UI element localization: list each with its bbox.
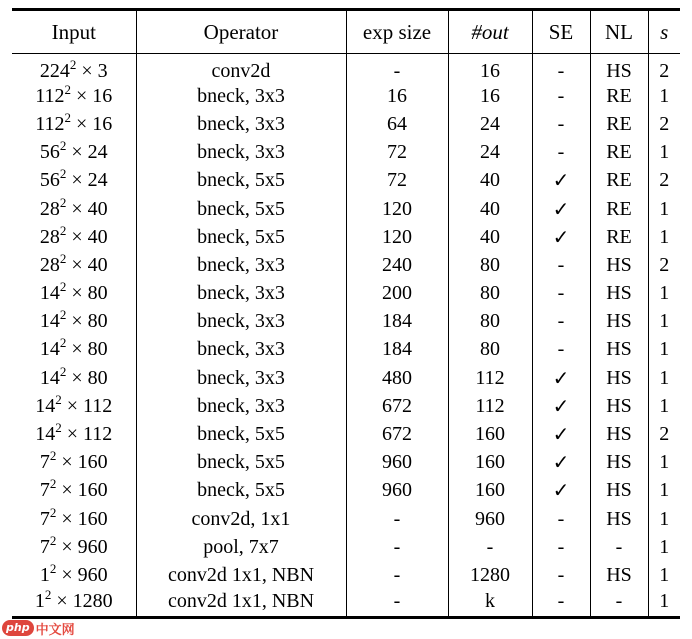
table-row [12,392,680,420]
input-base: 7 [39,507,50,530]
input-exponent: 2 [59,138,67,154]
cell-stride: 1 [648,448,680,476]
cell-se: - [532,138,590,166]
input-dims: × 16 [70,84,113,107]
input-base: 14 [39,310,60,333]
input-base: 112 [35,112,65,135]
cell-out: 112 [448,364,532,392]
cell-se: ✓ [532,476,590,504]
cell-exp-size: 184 [346,335,448,363]
input-exponent: 2 [59,250,67,266]
cell-exp-size: - [346,533,448,561]
table-row [12,589,680,617]
cell-operator: bneck, 5x5 [136,420,346,448]
input-base: 1 [39,563,50,586]
architecture-table [12,8,680,619]
input-base: 14 [39,282,60,305]
input-exponent: 2 [49,532,57,548]
cell-exp-size: 16 [346,82,448,110]
input-exponent: 2 [64,109,71,125]
cell-operator: bneck, 3x3 [136,251,346,279]
input-base: 7 [39,451,50,474]
header-nl: NL [590,10,648,54]
input-base: 28 [39,225,60,248]
cell-input [12,420,136,448]
input-base: 28 [39,197,60,220]
input-base: 14 [39,338,60,361]
input-dims: × 1280 [51,590,113,613]
input-exponent: 2 [55,420,62,436]
cell-nl: RE [590,194,648,222]
cell-exp-size: 184 [346,307,448,335]
cell-operator: conv2d [136,54,346,82]
table-row [12,307,680,335]
cell-operator: conv2d 1x1, NBN [136,561,346,589]
cell-out: 80 [448,251,532,279]
cell-operator: bneck, 5x5 [136,223,346,251]
cell-nl: RE [590,138,648,166]
cell-exp-size: 200 [346,279,448,307]
cell-out: 1280 [448,561,532,589]
cell-nl: HS [590,54,648,82]
cell-exp-size: 120 [346,223,448,251]
table-row [12,223,680,251]
cell-out: 160 [448,420,532,448]
cell-stride: 2 [648,166,680,194]
cell-se: ✓ [532,364,590,392]
cell-se: - [532,82,590,110]
input-exponent: 2 [49,448,57,464]
cell-out: 112 [448,392,532,420]
cell-out: 40 [448,194,532,222]
input-base: 14 [39,366,60,389]
cell-operator: bneck, 3x3 [136,392,346,420]
cell-stride: 1 [648,476,680,504]
input-exponent: 2 [64,81,71,97]
table-row [12,476,680,504]
cell-input [12,364,136,392]
cell-exp-size: 672 [346,420,448,448]
cell-stride: 2 [648,54,680,82]
cell-exp-size: 240 [346,251,448,279]
input-exponent: 2 [59,194,67,210]
cell-operator: bneck, 5x5 [136,448,346,476]
cell-operator: pool, 7x7 [136,533,346,561]
table-row [12,82,680,110]
input-dims: × 960 [56,563,108,586]
input-dims: × 40 [66,197,108,220]
cell-exp-size: 480 [346,364,448,392]
input-dims: × 80 [66,282,108,305]
cell-nl: RE [590,110,648,138]
cell-nl: HS [590,307,648,335]
cell-operator: bneck, 5x5 [136,194,346,222]
cell-out: 80 [448,335,532,363]
input-dims: × 160 [56,479,108,502]
input-base: 224 [39,59,70,82]
cell-operator: conv2d 1x1, NBN [136,589,346,617]
header-stride: s [648,10,680,54]
cell-nl: HS [590,505,648,533]
cell-exp-size: 72 [346,166,448,194]
cell-out: 960 [448,505,532,533]
cell-exp-size: 72 [346,138,448,166]
input-exponent: 2 [59,363,67,379]
cell-input [12,138,136,166]
cell-stride: 1 [648,223,680,251]
header-exp-size: exp size [346,10,448,54]
cell-exp-size: - [346,589,448,617]
input-dims: × 80 [66,366,108,389]
cell-nl: HS [590,448,648,476]
header-out: #out [448,10,532,54]
input-exponent: 2 [55,391,62,407]
input-exponent: 2 [59,307,67,323]
cell-se: - [532,307,590,335]
cell-operator: bneck, 3x3 [136,82,346,110]
input-exponent: 2 [59,279,67,295]
cell-se: ✓ [532,392,590,420]
cell-operator: bneck, 5x5 [136,476,346,504]
table-row [12,335,680,363]
cell-se: ✓ [532,420,590,448]
input-dims: × 112 [61,423,113,446]
input-exponent: 2 [59,222,67,238]
cell-nl: HS [590,476,648,504]
cell-input [12,166,136,194]
table-row [12,194,680,222]
cell-stride: 1 [648,138,680,166]
cell-out: 24 [448,110,532,138]
input-exponent: 2 [49,560,57,576]
cell-exp-size: 672 [346,392,448,420]
cell-se: - [532,279,590,307]
cell-nl: HS [590,561,648,589]
cell-input [12,307,136,335]
table-row [12,533,680,561]
cell-stride: 1 [648,194,680,222]
cell-nl: - [590,589,648,617]
cell-se: ✓ [532,448,590,476]
cell-input [12,279,136,307]
cell-exp-size: - [346,54,448,82]
input-base: 7 [39,535,50,558]
cell-input [12,392,136,420]
cell-stride: 1 [648,589,680,617]
cell-se: - [532,54,590,82]
input-base: 56 [39,141,60,164]
cell-se: - [532,335,590,363]
cell-stride: 1 [648,505,680,533]
table-row [12,138,680,166]
cell-exp-size: 64 [346,110,448,138]
cell-nl: RE [590,166,648,194]
cell-input [12,82,136,110]
cell-exp-size: - [346,561,448,589]
table-row [12,166,680,194]
site-watermark [2,618,75,638]
cell-out: 160 [448,448,532,476]
input-dims: × 24 [66,141,108,164]
input-exponent: 2 [69,56,77,72]
table-row [12,561,680,589]
input-base: 7 [39,479,50,502]
cell-se: ✓ [532,166,590,194]
input-dims: × 40 [66,253,108,276]
cell-out: 40 [448,223,532,251]
header-se: SE [532,10,590,54]
cell-input [12,448,136,476]
input-base: 56 [39,169,60,192]
cell-operator: bneck, 5x5 [136,166,346,194]
cell-stride: 1 [648,561,680,589]
cell-nl: HS [590,392,648,420]
cell-nl: HS [590,251,648,279]
input-exponent: 2 [49,476,57,492]
cell-operator: conv2d, 1x1 [136,505,346,533]
cell-operator: bneck, 3x3 [136,364,346,392]
input-exponent: 2 [44,587,52,603]
cell-input [12,54,136,82]
input-dims: × 160 [56,451,108,474]
cell-operator: bneck, 3x3 [136,110,346,138]
cell-stride: 1 [648,335,680,363]
cell-nl: - [590,533,648,561]
input-base: 14 [35,423,56,446]
cell-operator: bneck, 3x3 [136,335,346,363]
cell-out: - [448,533,532,561]
cell-out: 80 [448,307,532,335]
cell-input [12,476,136,504]
cell-exp-size: 960 [346,448,448,476]
input-dims: × 24 [66,169,108,192]
input-exponent: 2 [59,166,67,182]
cell-se: - [532,561,590,589]
header-operator: Operator [136,10,346,54]
watermark-text: 中文网 [35,622,75,638]
header-input: Input [12,10,136,54]
table-row [12,110,680,138]
table-row [12,448,680,476]
input-exponent: 2 [49,504,57,520]
input-dims: × 80 [66,310,108,333]
cell-operator: bneck, 3x3 [136,279,346,307]
cell-stride: 1 [648,279,680,307]
cell-nl: HS [590,335,648,363]
cell-se: - [532,589,590,617]
cell-exp-size: 120 [346,194,448,222]
cell-se: - [532,251,590,279]
cell-stride: 1 [648,392,680,420]
cell-input [12,533,136,561]
table-row [12,279,680,307]
table-row [12,420,680,448]
input-base: 112 [35,84,65,107]
input-dims: × 16 [70,112,113,135]
cell-se: ✓ [532,194,590,222]
cell-input [12,589,136,617]
cell-nl: HS [590,420,648,448]
table-body [12,54,680,618]
cell-stride: 1 [648,82,680,110]
cell-input [12,505,136,533]
cell-stride: 1 [648,307,680,335]
table-row [12,54,680,82]
cell-out: 16 [448,54,532,82]
cell-exp-size: 960 [346,476,448,504]
cell-stride: 1 [648,533,680,561]
input-dims: × 80 [66,338,108,361]
cell-input [12,110,136,138]
table-row [12,364,680,392]
table-row [12,251,680,279]
cell-nl: HS [590,364,648,392]
cell-stride: 2 [648,251,680,279]
input-base: 28 [39,253,60,276]
cell-nl: HS [590,279,648,307]
cell-stride: 1 [648,364,680,392]
cell-exp-size: - [346,505,448,533]
input-base: 14 [35,394,56,417]
architecture-table-container [12,8,680,619]
cell-out: 80 [448,279,532,307]
cell-out: k [448,589,532,617]
cell-out: 24 [448,138,532,166]
cell-out: 16 [448,82,532,110]
table-row [12,505,680,533]
cell-stride: 2 [648,110,680,138]
watermark-badge: php [2,620,34,636]
cell-input [12,223,136,251]
cell-out: 160 [448,476,532,504]
cell-input [12,561,136,589]
input-dims: × 160 [56,507,108,530]
cell-nl: RE [590,82,648,110]
cell-stride: 2 [648,420,680,448]
cell-operator: bneck, 3x3 [136,138,346,166]
cell-nl: RE [590,223,648,251]
input-dims: × 960 [56,535,108,558]
cell-se: - [532,110,590,138]
cell-input [12,194,136,222]
cell-input [12,335,136,363]
input-base: 1 [34,590,45,613]
cell-operator: bneck, 3x3 [136,307,346,335]
cell-out: 40 [448,166,532,194]
table-header-row [12,10,680,54]
cell-se: - [532,533,590,561]
input-dims: × 40 [66,225,108,248]
input-exponent: 2 [59,335,67,351]
cell-se: - [532,505,590,533]
input-dims: × 112 [61,394,113,417]
cell-input [12,251,136,279]
cell-se: ✓ [532,223,590,251]
input-dims: × 3 [76,59,108,82]
